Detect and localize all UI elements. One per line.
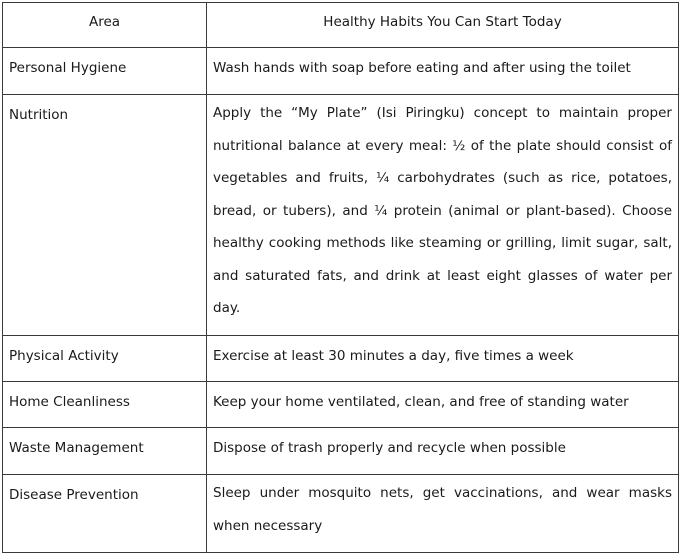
table-row <box>3 48 679 95</box>
habit-cell: Keep your home ventilated, clean, and free of standing water <box>207 382 679 428</box>
header-area: Area <box>3 3 207 48</box>
area-cell: Personal Hygiene <box>3 48 207 95</box>
table-row <box>3 475 679 553</box>
area-cell: Physical Activity <box>3 336 207 382</box>
table-row <box>3 336 679 382</box>
habit-cell: Exercise at least 30 minutes a day, five times a week <box>207 336 679 382</box>
habit-cell: Dispose of trash properly and recycle when possible <box>207 428 679 475</box>
area-cell: Waste Management <box>3 428 207 475</box>
habit-cell: Apply the “My Plate” (Isi Piringku) concept to maintain proper nutritional balance at every meal: ½ of the plate should consist of vegetables and fruits, ¼ carbohydrates (such as rice, potatoes, bread, or tubers), and ¼ protein (animal or plant-based). Choose healthy cooking methods like steaming or grilling, limit sugar, salt, and saturated fats, and drink at least eight glasses of water per day. <box>207 95 679 336</box>
area-cell: Disease Prevention <box>3 475 207 553</box>
table-row <box>3 382 679 428</box>
table-row <box>3 95 679 336</box>
area-cell: Nutrition <box>3 95 207 336</box>
header-habits: Healthy Habits You Can Start Today <box>207 3 679 48</box>
table-row <box>3 428 679 475</box>
habit-cell: Wash hands with soap before eating and after using the toilet <box>207 48 679 95</box>
area-cell: Home Cleanliness <box>3 382 207 428</box>
table-header-row <box>3 3 679 48</box>
habit-cell: Sleep under mosquito nets, get vaccinations, and wear masks when necessary <box>207 475 679 553</box>
healthy-habits-table <box>2 2 679 553</box>
